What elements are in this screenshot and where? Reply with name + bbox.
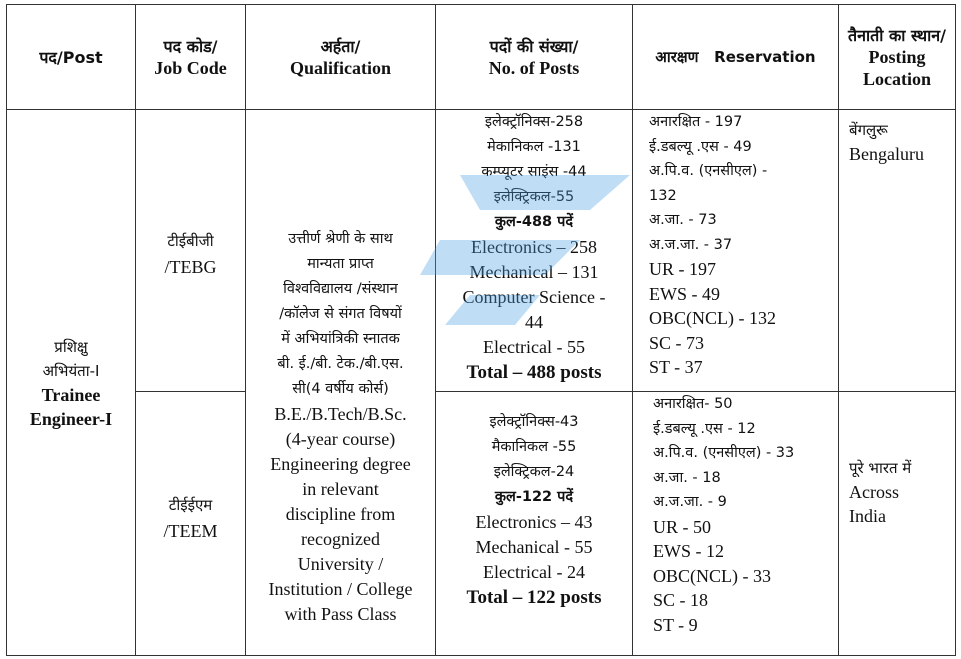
qualification-hi-line: विश्वविद्यालय /संस्थान [283,280,398,297]
reservation-en-line: OBC(NCL) - 33 [653,565,771,586]
location-hi-teem: पूरे भारत में [849,459,912,477]
posts-cell-tebg [436,110,633,392]
header-qualification-en: Qualification [289,57,391,78]
job-code-hi-tebg: टीईबीजी [167,232,214,250]
posts-hi-total: कुल-122 पदें [494,489,574,505]
location-en-teem: Across India [849,482,899,526]
posts-en-line: Electronics – 258 [471,237,597,257]
header-reservation [633,5,839,110]
header-no-of-posts-en: No. of Posts [488,57,580,78]
reservation-hi-line: अ.ज.जा. - 9 [653,494,727,510]
header-post-label: पद/Post [39,48,103,67]
qualification-en-line: in relevant [302,478,379,499]
header-no-of-posts-hi: पदों की संख्या/ [489,36,579,56]
reservation-hi-line: अ.पि.व. (एनसीएल) - 33 [653,445,795,461]
reservation-en-line: UR - 197 [649,259,716,279]
table-row-tebg [7,110,956,392]
qualification-hi-line: में अभियांत्रिकी स्नातक [281,330,400,347]
reservation-hi-line: अनारक्षित - 197 [649,114,743,130]
post-en-line1: Trainee [41,384,101,405]
qualification-en-line: with Pass Class [284,603,397,624]
reservation-cell-tebg [633,110,839,392]
reservation-hi-line: अ.जा. - 73 [649,212,717,228]
posts-en-line: Mechanical – 131 [469,262,599,282]
reservation-en-line: EWS - 49 [649,283,720,304]
qualification-en-line: recognized [301,528,380,549]
qualification-hi-line: सी(4 वर्षीय कोर्स) [292,380,389,397]
posts-en-line: Electrical - 24 [483,562,585,582]
location-cell-teem [839,392,956,656]
header-row [7,5,956,110]
posts-en-line: 44 [525,312,543,332]
reservation-en-line: UR - 50 [653,516,711,537]
header-qualification [246,5,436,110]
reservation-hi-line: ई.डबल्यू .एस - 12 [653,420,756,437]
location-hi-tebg: बेंगलुरू [849,121,888,139]
location-cell-tebg [839,110,956,392]
posts-hi-line: इलेक्ट्रिकल-55 [493,189,575,205]
location-en-tebg: Bengaluru [849,144,924,164]
qualification-hi-line: बी. ई./बी. टेक./बी.एस. [277,355,404,372]
job-code-en-teem: /TEEM [163,521,218,541]
posts-hi-line: इलेक्ट्रॉनिक्स-43 [489,414,579,430]
job-code-hi-teem: टीईईएम [168,496,213,514]
header-posting-location [839,5,956,110]
reservation-en-line: SC - 18 [653,590,709,610]
header-reservation-label: आरक्षण Reservation [655,47,816,66]
reservation-en-line: ST - 37 [649,357,703,377]
posts-cell-teem [436,392,633,656]
reservation-hi-line: अ.जा. - 18 [653,469,721,486]
posts-hi-line: इलेक्ट्रिकल-24 [493,464,575,480]
posts-hi-line: मैकानिकल -55 [491,439,577,455]
reservation-hi-line: अ.पि.व. (एनसीएल) - [649,163,768,179]
reservation-hi-line: अनारक्षित- 50 [653,396,733,412]
posts-hi-line: कम्प्यूटर साइंस -44 [481,164,587,180]
job-code-cell-tebg [136,110,246,392]
post-hi-line1: प्रशिक्षु [54,337,88,356]
qualification-en-line: discipline from [285,503,396,524]
reservation-en-line: OBC(NCL) - 132 [649,308,776,328]
posts-en-total: Total – 122 posts [466,587,602,608]
post-hi-line2: अभियंता-I [42,361,100,380]
qualification-en-line: B.E./B.Tech/B.Sc. [274,403,407,424]
posts-en-line: Mechanical - 55 [475,537,593,557]
job-code-cell-teem [136,392,246,656]
header-posting-location-hi: तैनाती का स्थान/ [848,25,946,45]
table-row-teem [7,392,956,656]
posts-en-line: Electrical - 55 [483,337,585,357]
posts-table [6,4,956,656]
job-code-en-tebg: /TEBG [164,257,217,277]
qualification-hi-line: उत्तीर्ण श्रेणी के साथ [288,230,393,247]
reservation-en-line: SC - 73 [649,332,705,353]
qualification-en-line: University / [297,553,384,574]
qualification-en-line: Institution / College [268,578,413,599]
qualification-cell [246,110,436,656]
header-post [7,5,136,110]
post-en-line2: Engineer-I [29,408,113,429]
reservation-hi-line: अ.ज.जा. - 37 [649,236,733,253]
post-cell [7,110,136,656]
reservation-hi-line: 132 [649,187,677,204]
posts-hi-line: मेकानिकल -131 [487,139,581,155]
reservation-hi-line: ई.डबल्यू .एस - 49 [649,138,752,155]
qualification-hi-line: मान्यता प्राप्त [307,255,374,272]
header-no-of-posts [436,5,633,110]
qualification-hi-line: /कॉलेज से संगत विषयों [279,305,402,322]
posts-en-line: Electronics – 43 [475,512,593,532]
header-posting-location-en: Posting Location [862,46,931,89]
posts-hi-total: कुल-488 पदें [494,214,574,230]
posts-hi-line: इलेक्ट्रॉनिक्स-258 [484,114,584,130]
qualification-en-line: Engineering degree [270,453,411,474]
posts-en-line: Computer Science - [462,287,606,307]
reservation-en-line: EWS - 12 [653,541,724,561]
reservation-cell-teem [633,392,839,656]
posts-en-total: Total – 488 posts [466,362,602,383]
header-job-code-en: Job Code [154,57,227,78]
header-job-code-hi: पद कोड/ [163,36,218,56]
header-job-code [136,5,246,110]
qualification-en-line: (4-year course) [285,428,396,449]
reservation-en-line: ST - 9 [653,614,698,635]
header-qualification-hi: अर्हता/ [320,36,361,56]
